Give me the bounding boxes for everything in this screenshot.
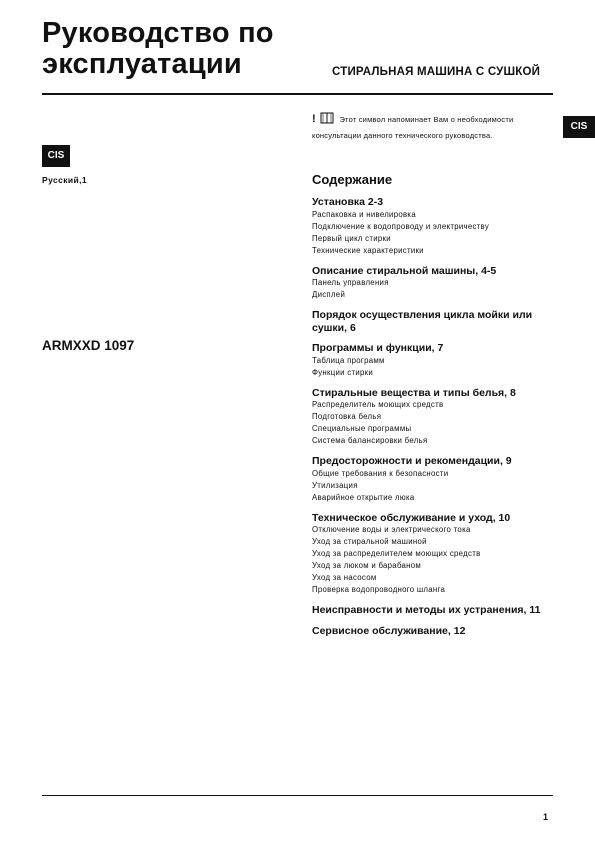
region-badge-right: CIS <box>563 116 595 138</box>
toc-item: Первый цикл стирки <box>312 233 391 243</box>
toc-section-title: Порядок осуществления цикла мойки или сушки, 6 <box>312 309 533 334</box>
toc-item: Подготовка белья <box>312 412 382 421</box>
toc-item: Панель управления <box>312 278 389 287</box>
toc-item: Таблица программ <box>312 355 385 365</box>
toc-item: Отключение воды и электрического тока <box>312 525 471 534</box>
title-line-1: Руководство по <box>42 17 274 49</box>
document-subtitle: СТИРАЛЬНАЯ МАШИНА С СУШКОЙ <box>332 66 541 78</box>
toc-section-title: Описание стиральной машины, 4-5 <box>312 264 497 277</box>
toc-section <box>312 512 557 597</box>
header-divider <box>42 93 553 95</box>
toc-item: Распаковка и нивелировка <box>312 209 416 219</box>
toc-item: Общие требования к безопасности <box>312 468 449 478</box>
toc-section-title: Предосторожности и рекомендации, 9 <box>312 455 512 467</box>
footer-divider <box>42 795 553 796</box>
toc-item: Утилизация <box>312 480 358 490</box>
toc-section-title: Сервисное обслуживание, 12 <box>312 624 466 637</box>
toc-section <box>312 309 557 334</box>
toc-item: Подключение к водопроводу и электричеству <box>312 221 490 231</box>
toc-section <box>312 604 557 617</box>
manual-notice <box>312 112 557 143</box>
document-title <box>42 18 274 80</box>
toc-item: Распределитель моющих средств <box>312 400 444 409</box>
toc-section <box>312 387 557 448</box>
toc-section-title: Неисправности и методы их устранения, 11 <box>312 604 541 616</box>
toc-item: Специальные программы <box>312 424 412 433</box>
book-icon <box>320 112 334 129</box>
toc-section-title: Установка 2-3 <box>312 196 384 208</box>
toc-section-title: Программы и функции, 7 <box>312 342 444 354</box>
toc-item: Технические характеристики <box>312 245 424 255</box>
table-of-contents <box>312 172 557 645</box>
toc-section-title: Техническое обслуживание и уход, 10 <box>312 511 511 524</box>
toc-item: Аварийное открытие люка <box>312 492 415 502</box>
toc-item: Система балансировки белья <box>312 436 428 445</box>
toc-sections <box>312 196 557 637</box>
toc-section <box>312 342 557 379</box>
toc-section <box>312 196 557 257</box>
toc-item: Функции стирки <box>312 367 374 377</box>
toc-section <box>312 625 557 638</box>
title-line-2: эксплуатации <box>42 48 242 80</box>
toc-item: Уход за люком и барабаном <box>312 561 422 570</box>
warning-mark: ! <box>312 113 316 125</box>
page-number: 1 <box>543 812 549 822</box>
toc-heading: Содержание <box>312 172 393 187</box>
toc-item: Уход за стиральной машиной <box>312 537 427 546</box>
notice-text: Этот символ напоминает Вам о необходимости консультации данного технического руководства. <box>312 115 514 140</box>
toc-item: Уход за распределителем моющих средств <box>312 549 481 558</box>
toc-item: Уход за насосом <box>312 573 377 582</box>
language-label: Русский,1 <box>42 175 88 185</box>
toc-section <box>312 455 557 504</box>
toc-item: Дисплей <box>312 290 346 299</box>
toc-section-title: Стиральные вещества и типы белья, 8 <box>312 386 516 399</box>
toc-section <box>312 265 557 302</box>
model-name: ARMXXD 1097 <box>42 338 135 353</box>
toc-item: Проверка водопроводного шланга <box>312 585 446 594</box>
region-badge-left: CIS <box>42 145 70 167</box>
